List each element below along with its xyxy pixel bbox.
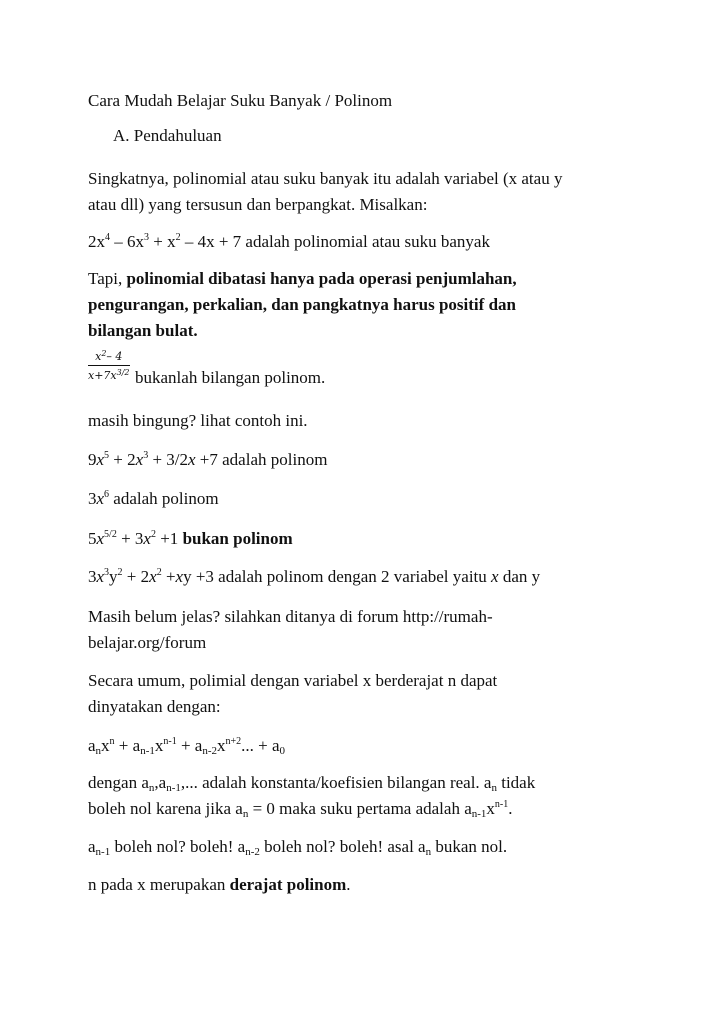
example-not-polynomial: $5x^{5/2} + 3x^2 +1$ bukan polinom	[88, 529, 293, 548]
section-title: Pendahuluan	[133, 126, 222, 145]
general-form-line-1: Secara umum, polimial dengan variabel x berderajat n dapat	[88, 671, 498, 690]
definition-line-2: boleh nol karena jika $a_n = 0$ maka suku pertama adalah $a_{n-1}x^{n-1}$.	[88, 799, 513, 820]
example-polynomial-3: $3x^6$ adalah polinom	[88, 489, 219, 508]
definition-line-1: dengan $a_n,a_{n-1}$,... adalah konstanta/koefisien bilangan real. $a_n$ tidak	[88, 773, 536, 794]
restriction-line-2: pengurangan, perkalian, dan pangkatnya harus positif dan	[88, 295, 516, 314]
restriction-line-1: Tapi, polinomial dibatasi hanya pada operasi penjumlahan,	[88, 269, 517, 288]
restriction-line-3: bilangan bulat.	[88, 321, 198, 340]
general-polynomial-formula: $a_nx^n + a_{n-1}x^{n-1} + a_{n-2}x^{n+2}$... + $a_0$	[88, 736, 286, 757]
section-heading	[113, 127, 222, 144]
fraction-denominator: $x+7x^{3/2}$	[88, 365, 130, 381]
example-polynomial-1: $2x^4 - 6x^3 + x^2 - 4x + 7$ adalah polinomial atau suku banyak	[88, 232, 490, 251]
confused-line: masih bingung? lihat contoh ini.	[88, 411, 308, 430]
intro-line-2: atau dll) yang tersusun dan berpangkat. Misalkan:	[88, 195, 428, 214]
degree-line: n pada x merupakan derajat polinom.	[88, 875, 351, 894]
coefficient-question-line: $a_{n-1}$ boleh nol? boleh! $a_{n-2}$ boleh nol? boleh! asal $a_n$ bukan nol.	[88, 837, 508, 858]
fraction-example	[88, 351, 130, 381]
intro-line-1: Singkatnya, polinomial atau suku banyak itu adalah variabel (x atau y	[88, 169, 563, 188]
fraction-numerator: $x^2-$ 4	[95, 349, 123, 363]
forum-line-2: belajar.org/forum	[88, 633, 207, 652]
forum-line-1: Masih belum jelas? silahkan ditanya di forum http://rumah-	[88, 607, 493, 626]
example-two-variables: $3x^3y^2 + 2x^2 +xy +3$ adalah polinom dengan 2 variabel yaitu x dan y	[88, 567, 541, 586]
example-polynomial-2: $9x^5 + 2x^3 + 3/2x +7$ adalah polinom	[88, 450, 328, 469]
fraction-caption: bukanlah bilangan polinom.	[135, 368, 326, 387]
section-marker: A.	[113, 126, 130, 145]
general-form-line-2: dinyatakan dengan:	[88, 697, 221, 716]
doc-title: Cara Mudah Belajar Suku Banyak / Polinom	[88, 91, 393, 110]
